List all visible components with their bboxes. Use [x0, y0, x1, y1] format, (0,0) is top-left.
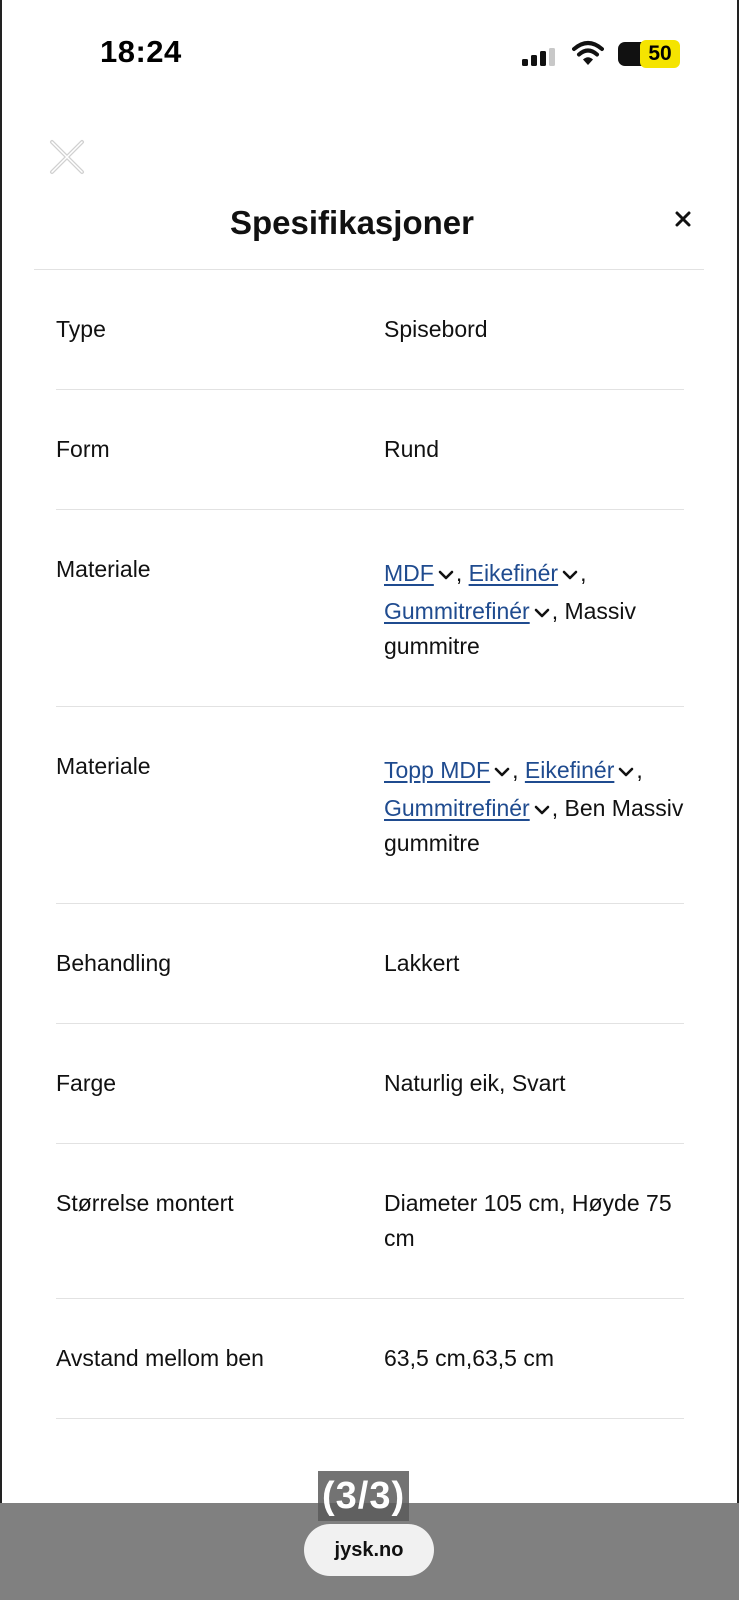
- material-link-gummitrefiner[interactable]: [384, 598, 552, 624]
- close-icon: [675, 211, 691, 227]
- spec-value: Lakkert: [384, 950, 460, 976]
- spec-value: [384, 749, 684, 861]
- spec-label: Behandling: [56, 950, 172, 976]
- chevron-down-icon: [438, 570, 454, 580]
- link-text: Gummitrefinér: [384, 598, 530, 624]
- spec-row-type: [56, 270, 684, 390]
- spec-value: Spisebord: [384, 316, 488, 342]
- spec-value: Diameter 105 cm, Høyde 75 cm: [384, 1190, 672, 1251]
- link-text: Eikefinér: [468, 560, 559, 586]
- spec-label: Størrelse montert: [56, 1190, 234, 1216]
- spec-label: Type: [56, 316, 106, 342]
- material-link-mdf[interactable]: [384, 560, 456, 586]
- material-links-row-2: [384, 791, 684, 861]
- spec-row-leg-distance: [56, 1299, 684, 1419]
- separator: ,: [512, 757, 519, 783]
- spec-label: Avstand mellom ben: [56, 1345, 264, 1371]
- material-links-row: [384, 749, 684, 791]
- spec-value: Naturlig eik, Svart: [384, 1070, 566, 1096]
- link-text: Gummitrefinér: [384, 795, 530, 821]
- separator: ,: [455, 560, 463, 586]
- status-bar: [0, 0, 739, 100]
- spec-value: 63,5 cm,63,5 cm: [384, 1345, 555, 1371]
- material-links-row: [384, 552, 684, 594]
- battery-icon: [618, 40, 676, 68]
- page-counter: (3/3): [318, 1471, 409, 1521]
- chevron-down-icon: [534, 805, 550, 815]
- material-tail: , Ben Massiv gummitre: [384, 795, 684, 856]
- material-link-eikefiner[interactable]: [469, 560, 580, 586]
- battery-level: 50: [640, 40, 680, 68]
- spec-row-material-1: [56, 510, 684, 707]
- spec-label: Materiale: [56, 753, 151, 779]
- spec-row-color: [56, 1024, 684, 1144]
- separator: ,: [636, 757, 643, 783]
- url-pill[interactable]: jysk.no: [304, 1524, 434, 1576]
- spec-row-treatment: [56, 904, 684, 1024]
- spec-value: Rund: [384, 436, 439, 462]
- material-link-gummitrefiner[interactable]: [384, 795, 552, 821]
- sheet-title: Spesifikasjoner: [230, 204, 474, 241]
- material-tail: , Massiv gummitre: [384, 598, 637, 659]
- link-text: Eikefinér: [524, 757, 615, 783]
- status-time: 18:24: [100, 34, 182, 69]
- spec-label: Farge: [56, 1070, 117, 1096]
- chevron-down-icon: [562, 570, 578, 580]
- spec-label: Materiale: [56, 556, 151, 582]
- material-link-topp-mdf[interactable]: [384, 757, 512, 783]
- separator: ,: [580, 560, 587, 586]
- spec-label: Form: [56, 436, 110, 462]
- chevron-down-icon: [534, 608, 550, 618]
- sheet-header: [34, 180, 704, 270]
- link-text: Topp MDF: [384, 757, 491, 783]
- material-link-eikefiner[interactable]: [525, 757, 636, 783]
- link-text: MDF: [384, 560, 434, 586]
- background-close-icon[interactable]: [48, 138, 86, 176]
- wifi-icon: [572, 40, 604, 66]
- chevron-down-icon: [618, 767, 634, 777]
- spec-list: [56, 270, 684, 1419]
- spec-row-form: [56, 390, 684, 510]
- spec-row-size: [56, 1144, 684, 1299]
- spec-row-material-2: [56, 707, 684, 904]
- material-links-row-2: [384, 594, 684, 664]
- chevron-down-icon: [494, 767, 510, 777]
- spec-value: [384, 552, 684, 664]
- signal-icon: [522, 48, 558, 66]
- close-button[interactable]: [668, 204, 698, 234]
